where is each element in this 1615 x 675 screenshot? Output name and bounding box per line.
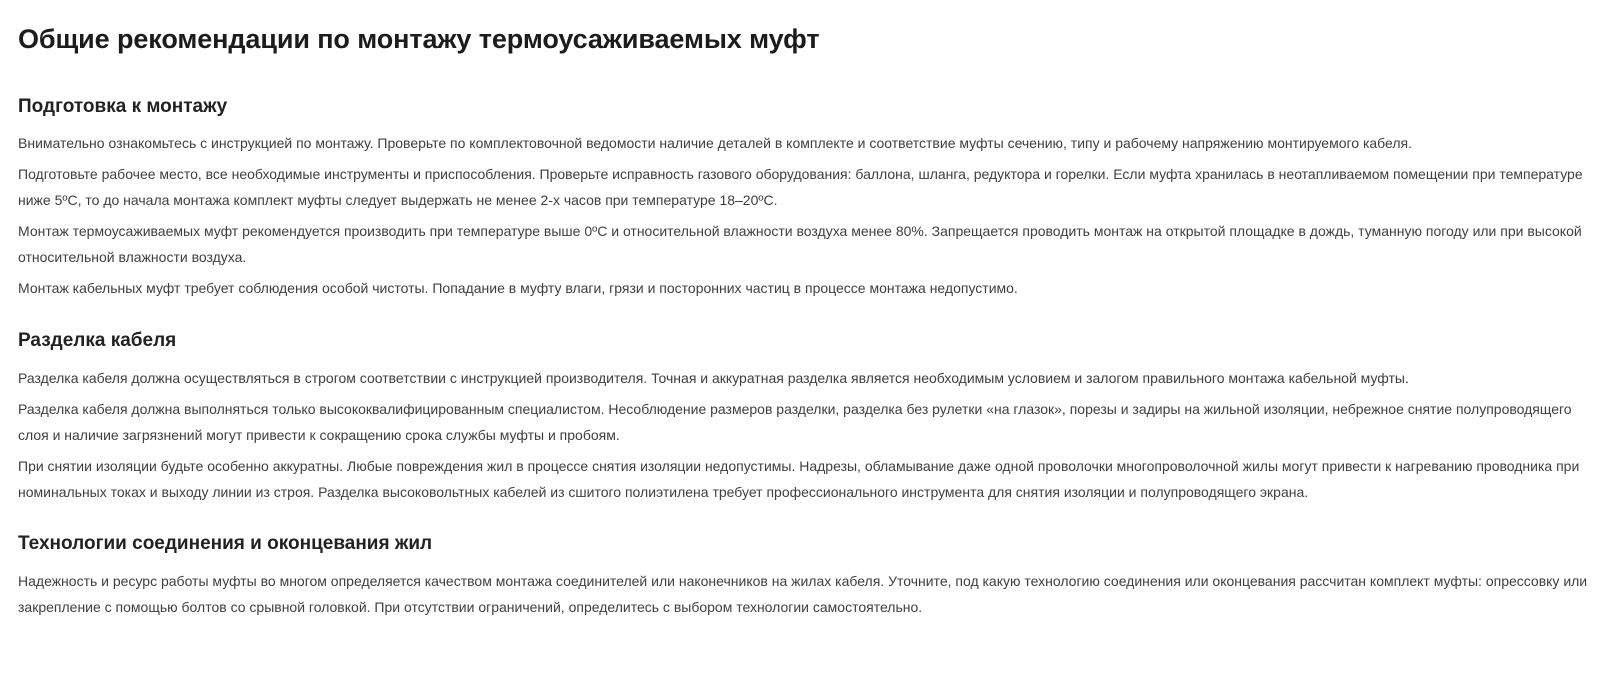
section-cable-stripping bbox=[18, 329, 1597, 505]
paragraph: Подготовьте рабочее место, все необходимые инструменты и приспособления. Проверьте исправность газового оборудования: баллона, шланга, редуктора и горелки. Если муфта хранилась в неотапливаемом помещении при температуре ниже 5ºС, то до начала монтажа комплект муфты следует выдержать не менее 2-х часов при температуре 18–20ºС. bbox=[18, 166, 1583, 208]
paragraph: Разделка кабеля должна осуществляться в строгом соответствии с инструкцией производителя. Точная и аккуратная разделка является необходимым условием и залогом правильного монтажа кабельной муфты. bbox=[18, 370, 1409, 386]
paragraph: Монтаж кабельных муфт требует соблюдения особой чистоты. Попадание в муфту влаги, грязи и посторонних частиц в процессе монтажа недопустимо. bbox=[18, 280, 1018, 296]
page-title: Общие рекомендации по монтажу термоусаживаемых муфт bbox=[18, 24, 820, 54]
section-heading: Разделка кабеля bbox=[18, 330, 177, 351]
paragraph: Внимательно ознакомьтесь с инструкцией по монтажу. Проверьте по комплектовочной ведомости наличие деталей в комплекте и соответствие муфты сечению, типу и рабочему напряжению монтируемого кабеля. bbox=[18, 135, 1412, 151]
section-preparation bbox=[18, 95, 1597, 301]
section-connection-technologies bbox=[18, 532, 1597, 620]
section-heading: Технологии соединения и оконцевания жил bbox=[18, 533, 433, 554]
paragraph: Надежность и ресурс работы муфты во многом определяется качеством монтажа соединителей или наконечников на жилах кабеля. Уточните, под какую технологию соединения или оконцевания рассчитан комплект муфты: опрессовку или закрепление с помощью болтов со срывной головкой. При отсутствии ограничений, определитесь с выбором технологии самостоятельно. bbox=[18, 573, 1588, 615]
paragraph: Разделка кабеля должна выполняться только высококвалифицированным специалистом. Несоблюдение размеров разделки, разделка без рулетки «на глазок», порезы и задиры на жильной изоляции, небрежное снятие полупроводящего слоя и наличие загрязнений могут привести к сокращению срока службы муфты и пробоям. bbox=[18, 401, 1572, 443]
section-heading: Подготовка к монтажу bbox=[18, 96, 228, 117]
paragraph: При снятии изоляции будьте особенно аккуратны. Любые повреждения жил в процессе снятия изоляции недопустимы. Надрезы, обламывание даже одной проволочки многопроволочной жилы могут привести к нагреванию проводника при номинальных токах и выходу линии из строя. Разделка высоковольтных кабелей из сшитого полиэтилена требует профессионального инструмента для снятия изоляции и полупроводящего экрана. bbox=[18, 458, 1580, 500]
paragraph: Монтаж термоусаживаемых муфт рекомендуется производить при температуре выше 0ºС и относительной влажности воздуха менее 80%. Запрещается проводить монтаж на открытой площадке в дождь, туманную погоду или при высокой относительной влажности воздуха. bbox=[18, 223, 1582, 265]
